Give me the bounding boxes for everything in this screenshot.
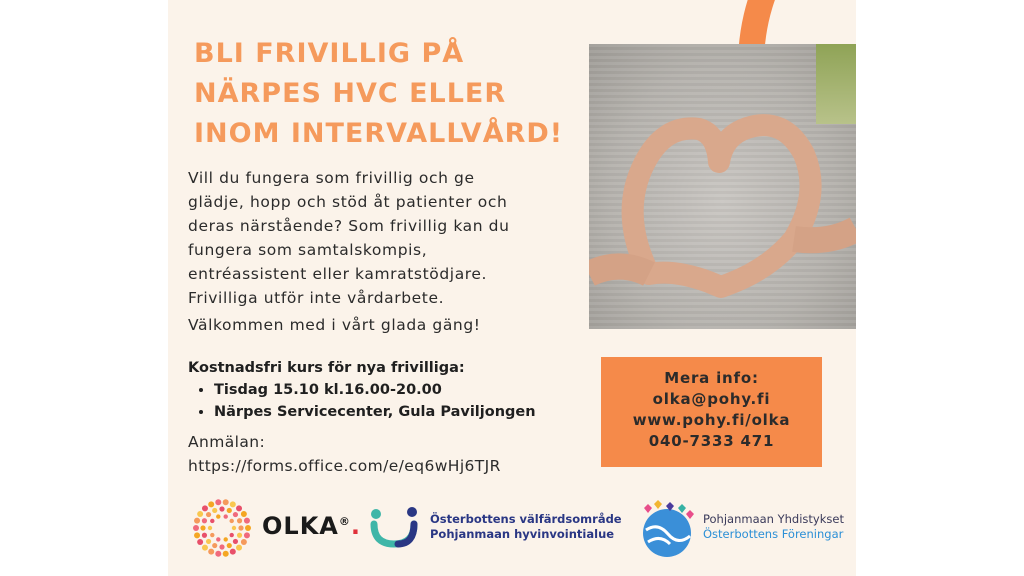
pohy-logo-text <box>703 512 844 542</box>
poster <box>168 0 856 576</box>
intro-paragraph <box>188 166 548 310</box>
pohy-line-2: Österbottens Föreningar <box>703 527 844 541</box>
signup-section <box>188 430 501 478</box>
welcome-text: Välkommen med i vårt glada gäng! <box>188 316 481 334</box>
signup-label: Anmälan: <box>188 433 266 451</box>
title-line-2: NÄRPES HVC ELLER <box>194 78 507 109</box>
info-phone[interactable]: 040-7333 471 <box>648 432 775 450</box>
title-line-1: BLI FRIVILLIG PÅ <box>194 38 465 69</box>
vfo-line-2: Pohjanmaan hyvinvointialue <box>430 527 615 541</box>
vfo-logo-icon <box>368 504 424 550</box>
title-line-3: INOM INTERVALLVÅRD! <box>194 118 564 149</box>
course-location-item: • Närpes Servicecenter, Gula Paviljongen <box>214 401 588 423</box>
intro-line: deras närstående? Som frivillig kan du <box>188 217 510 235</box>
olka-logo-icon <box>192 498 252 558</box>
pohy-logo-icon <box>638 500 696 558</box>
info-heading: Mera info: <box>664 369 759 387</box>
intro-line: Frivilliga utför inte vårdarbete. <box>188 289 445 307</box>
intro-line: fungera som samtalskompis, <box>188 241 428 259</box>
course-heading: Kostnadsfri kurs för nya frivilliga: <box>188 360 465 376</box>
olka-registered-mark: ® <box>338 515 351 528</box>
vfo-logo-text <box>430 512 622 542</box>
olka-word: OLKA <box>262 512 339 540</box>
contact-info-box <box>601 357 822 467</box>
poster-title <box>194 34 614 154</box>
intro-line: Vill du fungera som frivillig och ge <box>188 169 475 187</box>
olka-logo-wordmark <box>262 512 361 540</box>
course-date-item: • Tisdag 15.10 kl.16.00-20.00 <box>214 379 588 401</box>
intro-line: glädje, hopp och stöd åt patienter och <box>188 193 508 211</box>
pohy-line-1: Pohjanmaan Yhdistykset <box>703 512 844 526</box>
info-website[interactable]: www.pohy.fi/olka <box>632 411 791 429</box>
info-email[interactable]: olka@pohy.fi <box>652 390 771 408</box>
logo-footer <box>168 490 856 570</box>
heart-hands-image <box>589 44 856 329</box>
vfo-line-1: Österbottens välfärdsområde <box>430 512 622 526</box>
course-info <box>188 357 588 423</box>
signup-link[interactable]: https://forms.office.com/e/eq6wHj6TJR <box>188 457 501 475</box>
olka-red-dot: . <box>350 512 361 540</box>
intro-line: entréassistent eller kamratstödjare. <box>188 265 488 283</box>
heart-hands-photo <box>589 44 856 329</box>
course-list <box>188 379 588 423</box>
